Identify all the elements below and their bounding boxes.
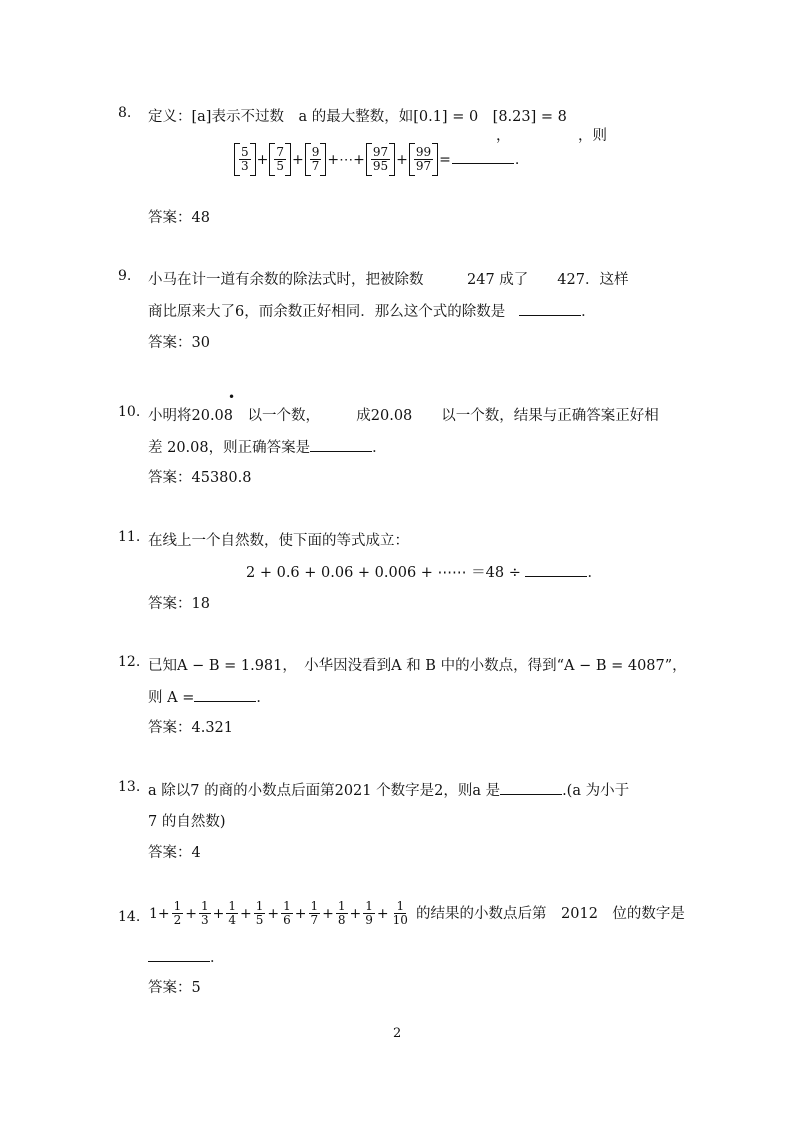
floor-bracket: $\frac{9}{7}$ (305, 146, 327, 173)
q8-answer: 答案：48 (148, 210, 210, 226)
q8-number: 8. (118, 105, 132, 121)
q11-answer: 答案：18 (148, 596, 210, 612)
q9-answer: 答案：30 (148, 335, 210, 351)
answer-blank (525, 564, 587, 577)
q12-answer: 答案：4.321 (148, 720, 234, 736)
answer-blank (194, 689, 256, 702)
page-number: 2 (393, 1026, 402, 1041)
q10-answer: 答案：45380.8 (148, 470, 252, 486)
q9-text-2: 商比原来大了6，而余数正好相同．那么这个式的除数是 ． (148, 304, 596, 320)
q10-text-2: 差 20.08，则正确答案是 ． (148, 440, 387, 456)
repeating-dot: • (228, 390, 236, 404)
floor-bracket: $\frac{97}{95}$ (366, 146, 395, 173)
answer-blank (148, 949, 210, 962)
q8-text: 定义：[a]表示不过数 a 的最大整数，如[0.1] = 0 [8.23] = 8 (148, 109, 567, 125)
floor-bracket: $\frac{99}{97}$ (409, 146, 438, 173)
q9-number: 9. (118, 268, 132, 284)
q14-answer: 答案：5 (148, 980, 201, 996)
q10-text-1: 小明将20.08 以一个数， 成20.08 以一个数，结果与正确答案正好相 (148, 408, 659, 424)
q8-then: ，则 (578, 128, 607, 144)
q11-number: 11. (118, 529, 141, 545)
answer-blank (310, 439, 372, 452)
answer-blank (519, 303, 581, 316)
q12-text-2: 则 A = ． (148, 690, 271, 706)
q13-answer: 答案：4 (148, 845, 201, 861)
q14-text: 的结果的小数点后第 2012 位的数字是 (416, 906, 685, 922)
q11-equation: 2 + 0.6 + 0.06 + 0.006 + ⋯⋯ ＝48 ÷ ． (246, 565, 602, 581)
answer-blank (452, 151, 514, 164)
q14-blank-line: ． (148, 946, 225, 967)
q13-number: 13. (118, 779, 141, 795)
q13-text-2: 7 的自然数) (148, 814, 226, 830)
q14-number: 14. (118, 909, 141, 925)
q8-formula: $\frac{5}{3}$ + $\frac{7}{5}$ + $\frac{9}{7}$ +⋯+ $\frac{97}{95}$ + $\frac{99}{97}$ = . (234, 146, 520, 173)
q12-text-1: 已知A − B = 1.981， 小华因没看到A 和 B 中的小数点，得到“A − B = 4087”， (148, 658, 687, 674)
q12-number: 12. (118, 654, 141, 670)
q10-number: 10. (118, 404, 141, 420)
floor-bracket: $\frac{7}{5}$ (269, 146, 291, 173)
q8-comma: ， (496, 128, 511, 144)
q14-formula: 1+ $\frac{1}{2}$ + $\frac{1}{3}$ + $\frac{1}{4}$ + $\frac{1}{5}$ + $\frac{1}{6}$ + $\frac{1}{7}$ + $\frac{1}{8}$ + $\frac{1}{9}$ + $\frac{1}{10}$ 的结果的小数点后第 2012 位的数字是 (149, 899, 685, 927)
floor-bracket: $\frac{5}{3}$ (234, 146, 256, 173)
answer-blank (500, 782, 562, 795)
q13-text-1: a 除以7 的商的小数点后面第2021 个数字是2，则a 是 .(a 为小于 (148, 783, 630, 799)
q11-text-1: 在线上一个自然数，使下面的等式成立： (148, 533, 409, 549)
q9-text-1: 小马在计一道有余数的除法式时，把被除数 247 成了 427．这样 (148, 272, 629, 288)
